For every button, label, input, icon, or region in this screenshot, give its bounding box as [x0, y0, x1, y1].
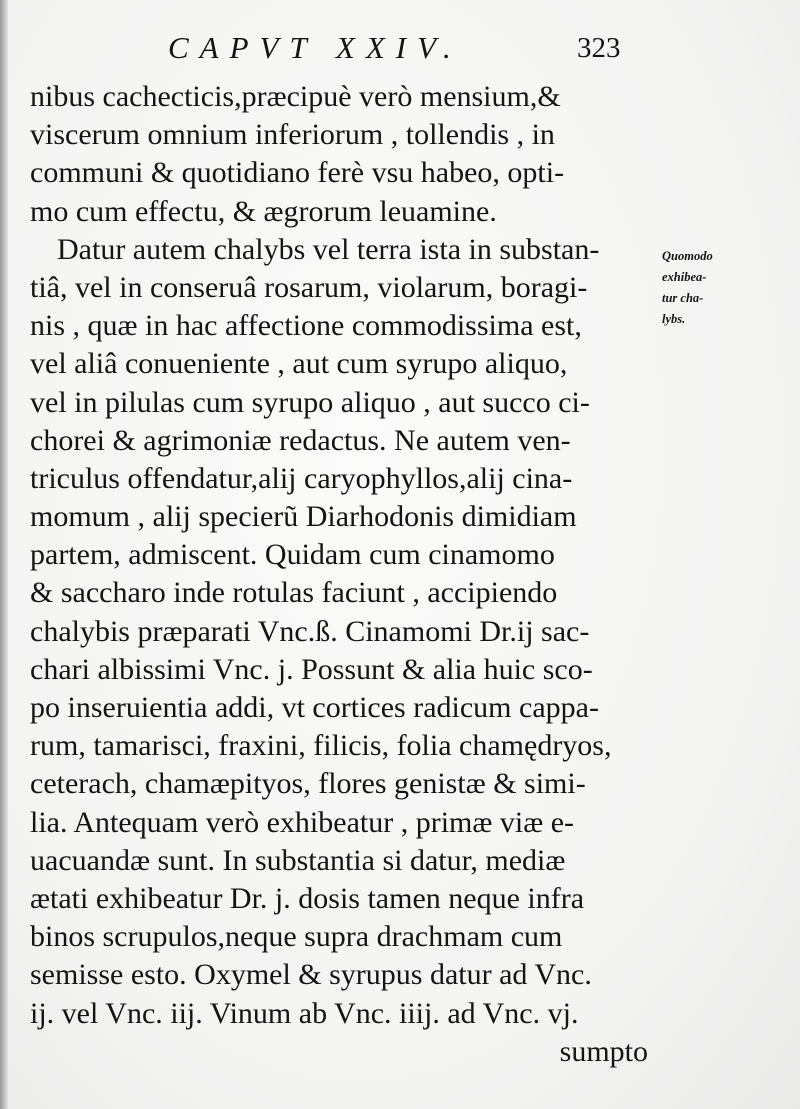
text-line: po inseruientia addi, vt cortices radicum cappa- — [30, 691, 599, 724]
marginal-note-line: tur cha- — [662, 291, 704, 305]
text-line: ij. vel Vnc. iij. Vinum ab Vnc. iiij. ad Vnc. vj. — [30, 996, 579, 1030]
paragraph-start-line: Datur autem chalybs vel terra ista in substan- — [57, 232, 600, 266]
catchword: sumpto — [559, 1034, 648, 1068]
text-line: lia. Antequam verò exhibeatur , primæ viæ e- — [30, 805, 575, 839]
marginal-note-line: Quomodo — [662, 249, 713, 263]
marginal-note-line: lybs. — [662, 312, 686, 326]
text-line: viscerum omnium inferiorum , tollendis , in — [30, 118, 555, 152]
text-line: semisse esto. Oxymel & syrupus datur ad Vnc. — [30, 958, 592, 992]
main-text-block — [30, 78, 658, 1071]
text-line: uacuandæ sunt. In substantia si datur, mediæ — [30, 843, 566, 877]
marginal-note — [662, 246, 742, 330]
text-line: chari albissimi Vnc. j. Possunt & alia huic sco- — [30, 652, 593, 686]
text-line: momum , alij specierũ Diarhodonis dimidiam — [30, 500, 577, 534]
chapter-title: CAPVT XXIV. — [168, 30, 462, 65]
text-line: & saccharo inde rotulas faciunt , accipiendo — [30, 576, 558, 610]
text-line: vel aliâ conueniente , aut cum syrupo aliquo, — [30, 347, 568, 381]
text-line: mo cum effectu, & ægrorum leuamine. — [30, 194, 497, 228]
text-line: chorei & agrimoniæ redactus. Ne autem ven- — [30, 423, 571, 457]
running-header — [0, 30, 800, 70]
text-line: chalybis præparati Vnc.ß. Cinamomi Dr.ij sac- — [30, 614, 590, 648]
text-line: tiâ, vel in conseruâ rosarum, violarum, boragi- — [30, 270, 588, 304]
text-line: partem, admiscent. Quidam cum cinamomo — [30, 538, 555, 572]
text-line: triculus offendatur,alij caryophyllos,alij cina- — [30, 461, 573, 495]
page-gutter-shadow — [0, 0, 8, 1109]
text-line: communi & quotidiano ferè vsu habeo, opti- — [30, 156, 565, 190]
page-number: 323 — [577, 32, 621, 64]
text-line: vel in pilulas cum syrupo aliquo , aut succo ci- — [30, 385, 590, 419]
text-line: ceterach, chamæpityos, flores genistæ & simi- — [30, 767, 586, 801]
marginal-note-line: exhibea- — [662, 270, 707, 284]
text-line: rum, tamarisci, fraxini, filicis, folia chamędryos, — [30, 729, 612, 763]
text-line: nibus cachecticis,præcipuè verò mensium,& — [30, 80, 561, 113]
text-line: binos scrupulos,neque supra drachmam cum — [30, 920, 563, 954]
text-line: nis , quæ in hac affectione commodissima est, — [30, 309, 582, 343]
text-line: ætati exhibeatur Dr. j. dosis tamen neque infra — [30, 881, 585, 915]
